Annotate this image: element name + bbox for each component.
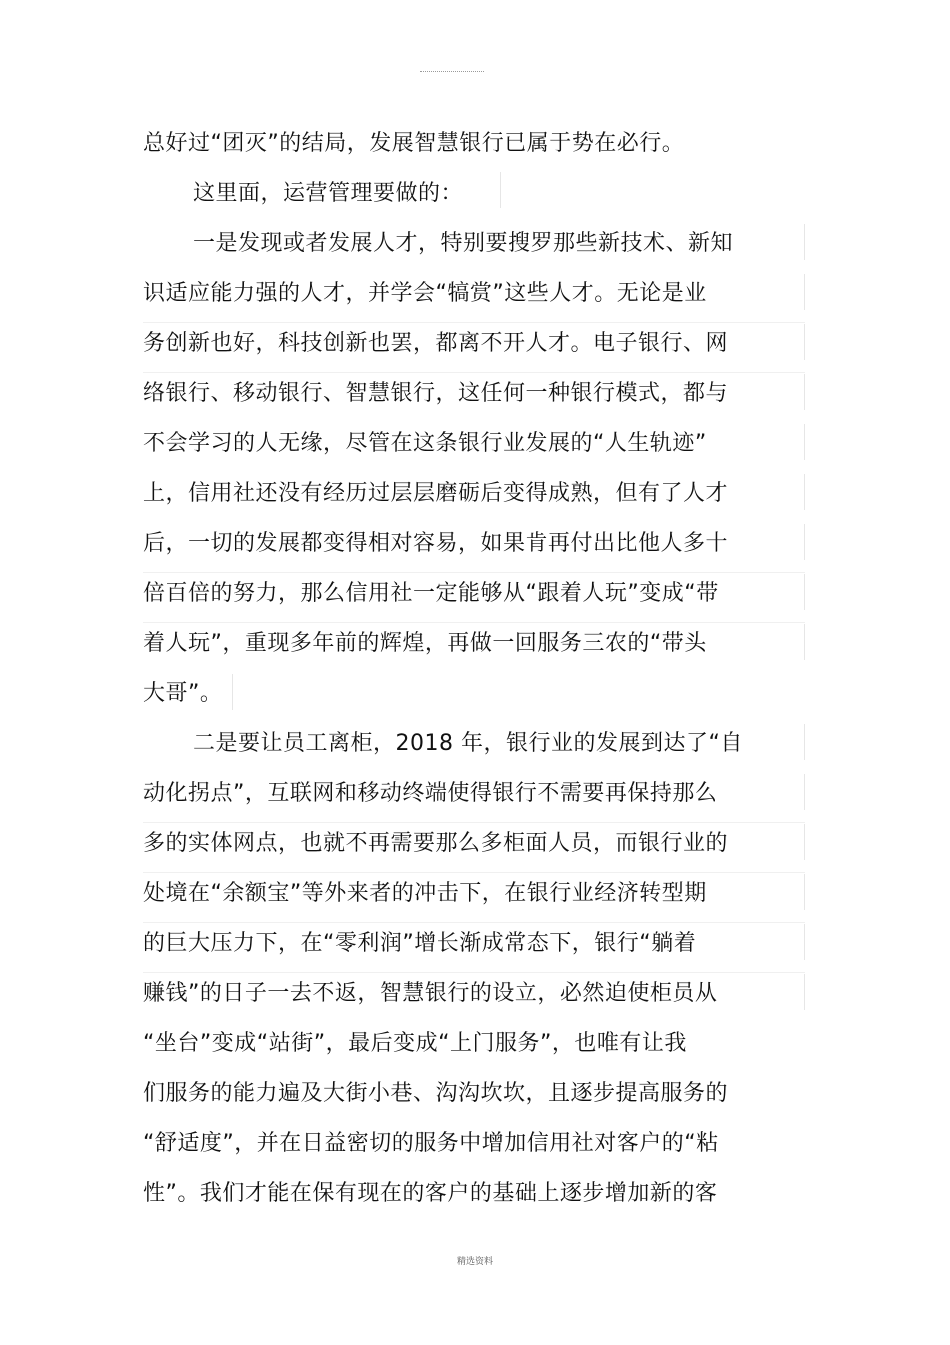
scan-line xyxy=(804,274,805,310)
scan-line xyxy=(804,324,805,360)
scan-line xyxy=(143,972,805,973)
scan-line xyxy=(143,822,805,823)
scan-line xyxy=(143,572,805,573)
body-text-line: 大哥”。 xyxy=(143,681,223,706)
scan-line xyxy=(143,922,805,923)
header-rule xyxy=(420,71,484,72)
body-text-line: 一是发现或者发展人才，特别要搜罗那些新技术、新知 xyxy=(193,231,734,256)
scan-line xyxy=(143,872,805,873)
body-text-line: 络银行、移动银行、智慧银行，这任何一种银行模式，都与 xyxy=(143,381,729,406)
scan-line xyxy=(232,674,233,710)
body-text-line: 性”。我们才能在保有现在的客户的基础上逐步增加新的客 xyxy=(143,1181,718,1206)
body-text-line: 的巨大压力下，在“零利润”增长渐成常态下，银行“躺着 xyxy=(143,931,697,956)
body-text-line: “舒适度”，并在日益密切的服务中增加信用社对客户的“粘 xyxy=(143,1131,719,1156)
scan-line xyxy=(804,974,805,1010)
scan-line xyxy=(804,524,805,560)
scan-line xyxy=(143,622,805,623)
scan-line xyxy=(804,224,805,260)
body-text-line: 不会学习的人无缘，尽管在这条银行业发展的“人生轨迹” xyxy=(143,431,707,456)
scan-line xyxy=(804,724,805,760)
scan-line xyxy=(500,172,501,208)
body-text-line: 赚钱”的日子一去不返，智慧银行的设立，必然迫使柜员从 xyxy=(143,981,718,1006)
body-text-line: 多的实体网点，也就不再需要那么多柜面人员，而银行业的 xyxy=(143,831,729,856)
body-text-line: 务创新也好，科技创新也罢，都离不开人才。电子银行、网 xyxy=(143,331,729,356)
scan-line xyxy=(804,874,805,910)
scan-line xyxy=(804,374,805,410)
body-text-line: 们服务的能力遍及大街小巷、沟沟坎坎，且逐步提高服务的 xyxy=(143,1081,729,1106)
body-text-line: 这里面，运营管理要做的： xyxy=(193,181,464,206)
body-text-line: 倍百倍的努力，那么信用社一定能够从“跟着人玩”变成“带 xyxy=(143,581,719,606)
body-text-line: 动化拐点”，互联网和移动终端使得银行不需要再保持那么 xyxy=(143,781,718,806)
body-text-line: 上，信用社还没有经历过层层磨砺后变得成熟，但有了人才 xyxy=(143,481,729,506)
body-text-line: 二是要让员工离柜，2018 年，银行业的发展到达了“自 xyxy=(193,731,743,756)
page-footer: 精选资料 xyxy=(456,1257,493,1267)
body-text-line: 总好过“团灭”的结局，发展智慧银行已属于势在必行。 xyxy=(143,131,685,156)
scan-line xyxy=(804,824,805,860)
scan-line xyxy=(804,474,805,510)
scan-line xyxy=(804,624,805,660)
body-text-line: 处境在“余额宝”等外来者的冲击下，在银行业经济转型期 xyxy=(143,881,707,906)
scan-line xyxy=(143,372,805,373)
scan-line xyxy=(804,574,805,610)
body-text-line: “坐台”变成“站街”，最后变成“上门服务”，也唯有让我 xyxy=(143,1031,687,1056)
scan-line xyxy=(804,424,805,460)
body-text-line: 着人玩”，重现多年前的辉煌，再做一回服务三农的“带头 xyxy=(143,631,707,656)
body-text-line: 识适应能力强的人才，并学会“犒赏”这些人才。无论是业 xyxy=(143,281,707,306)
scan-line xyxy=(143,322,805,323)
scan-line xyxy=(804,924,805,960)
body-text-line: 后，一切的发展都变得相对容易，如果肯再付出比他人多十 xyxy=(143,531,729,556)
scan-line xyxy=(804,774,805,810)
